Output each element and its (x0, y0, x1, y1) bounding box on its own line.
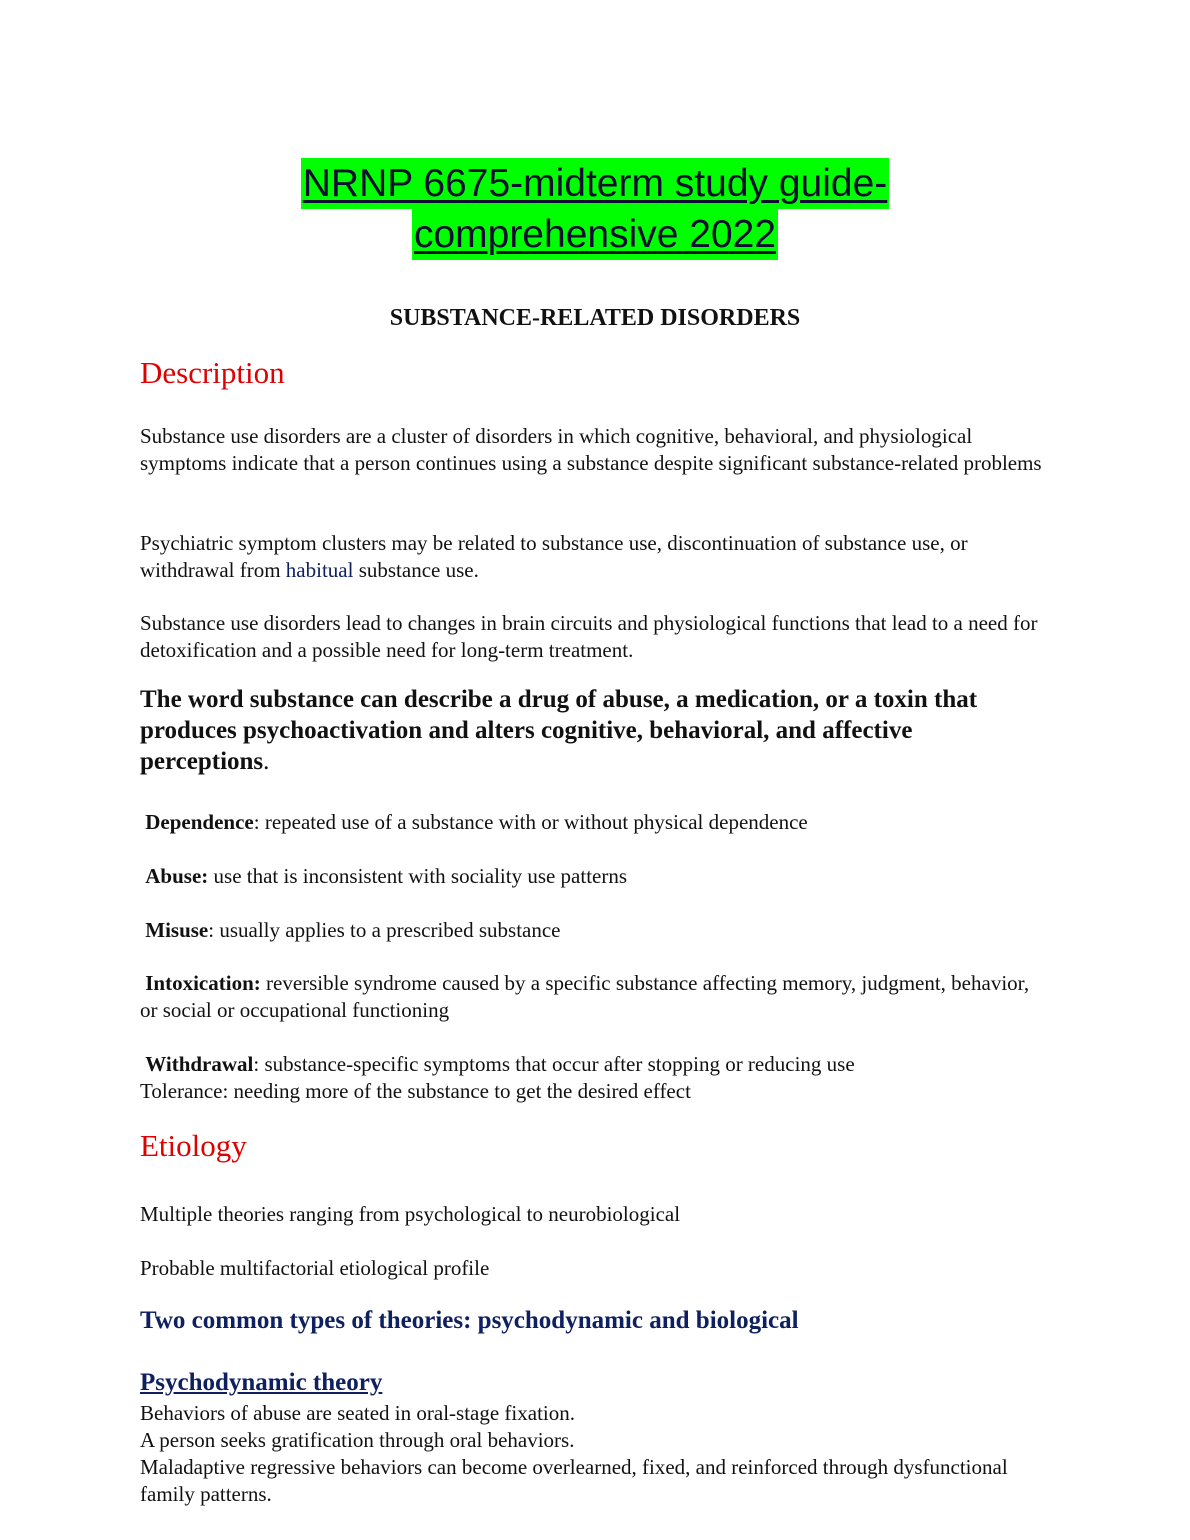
substance-definition-period: . (263, 748, 270, 775)
definition-term: Misuse (145, 918, 209, 942)
section-title: SUBSTANCE-RELATED DISORDERS (389, 305, 801, 331)
psychodynamic-line-1: Behaviors of abuse are seated in oral-stage fixation. (140, 1401, 576, 1425)
document-title (0, 158, 1190, 260)
definition-intoxication (140, 970, 1045, 1024)
definition-withdrawal: Withdrawal: substance-specific symptoms that occur after stopping or reducing use (145, 1052, 855, 1076)
description-heading: Description (140, 355, 285, 390)
etiology-paragraph-2: Probable multifactorial etiological profile (140, 1256, 490, 1280)
definition-misuse: Misuse: usually applies to a prescribed substance (145, 918, 561, 942)
theories-subheading: Two common types of theories: psychodynamic and biological (140, 1307, 799, 1334)
definition-term: Intoxication: (145, 971, 261, 995)
psychodynamic-heading: Psychodynamic theory (140, 1369, 383, 1396)
definition-text: usually applies to a prescribed substance (219, 918, 561, 942)
psychodynamic-line-3: Maladaptive regressive behaviors can become overlearned, fixed, and reinforced through dysfunctional family patterns. (140, 1455, 1008, 1506)
psychodynamic-line-2: A person seeks gratification through oral behaviors. (140, 1428, 575, 1452)
description-paragraph-2 (140, 530, 1045, 584)
title-line-2: comprehensive 2022 (412, 209, 778, 260)
etiology-heading: Etiology (140, 1128, 247, 1163)
definition-text: substance-specific symptoms that occur after stopping or reducing use (264, 1052, 855, 1076)
title-line-1: NRNP 6675-midterm study guide- (301, 158, 890, 209)
p2-text-after: substance use. (353, 558, 479, 582)
habitual-link[interactable]: habitual (285, 558, 354, 582)
substance-definition-text: The word substance can describe a drug of abuse, a medication, or a toxin that produces psychoactivation and alters cognitive, behavioral, and affective perceptions (140, 686, 978, 775)
definition-text: repeated use of a substance with or without physical dependence (264, 810, 808, 834)
definition-term: Dependence (145, 810, 254, 834)
etiology-paragraph-1: Multiple theories ranging from psychological to neurobiological (140, 1202, 681, 1226)
definition-term: Withdrawal (145, 1052, 254, 1076)
definition-dependence: Dependence: repeated use of a substance with or without physical dependence (145, 810, 808, 834)
definition-text: use that is inconsistent with sociality use patterns (213, 864, 628, 888)
definition-tolerance: Tolerance: needing more of the substance to get the desired effect (140, 1079, 691, 1103)
description-paragraph-1: Substance use disorders are a cluster of disorders in which cognitive, behavioral, and physiological symptoms indicate that a person continues using a substance despite significant substance-related problems (140, 424, 1042, 475)
substance-definition (140, 684, 1045, 777)
p2-text-before: Psychiatric symptom clusters may be related to substance use, discontinuation of substance use, or withdrawal from (140, 531, 968, 582)
description-paragraph-3: Substance use disorders lead to changes in brain circuits and physiological functions that lead to a need for detoxification and a possible need for long-term treatment. (140, 611, 1038, 662)
definition-term: Abuse: (145, 864, 209, 888)
definition-abuse (140, 863, 1045, 890)
definition-text: reversible syndrome caused by a specific substance affecting memory, judgment, behavior, or social or occupational functioning (140, 971, 1030, 1022)
